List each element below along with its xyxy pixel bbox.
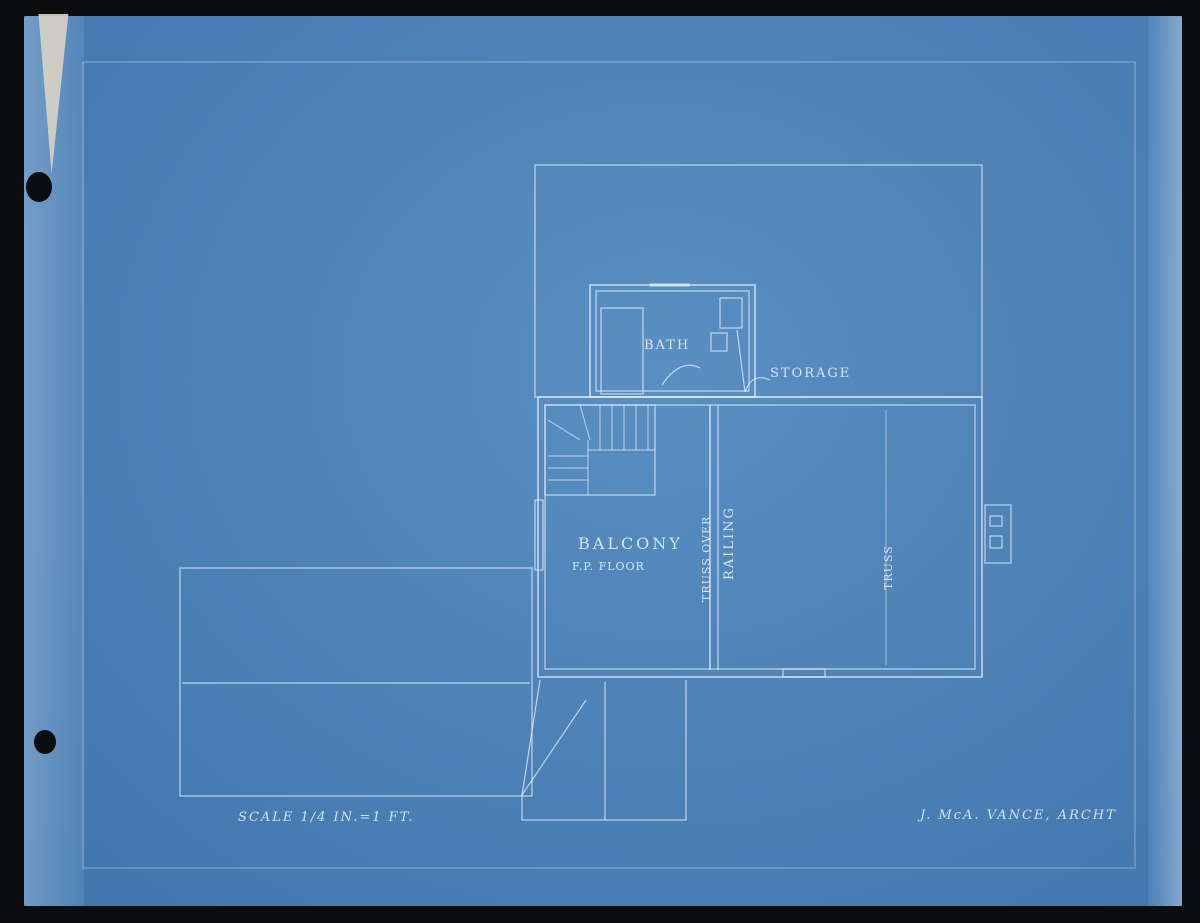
roof-outline-upper: [535, 165, 982, 397]
roof-outline-left-wing: [180, 568, 532, 796]
bathtub: [601, 308, 643, 394]
sheet-border: [83, 62, 1135, 868]
railing-label: RAILING: [722, 506, 737, 580]
truss-label: TRUSS: [882, 545, 895, 590]
bath-sink: [720, 298, 742, 328]
left-window: [535, 500, 543, 570]
balcony-label: BALCONY: [578, 534, 683, 553]
bath-wall-segment: [737, 330, 745, 392]
storage-label: STORAGE: [770, 366, 852, 381]
chimney-flue: [990, 516, 1002, 526]
bath-label: BATH: [644, 338, 691, 353]
architect-signature: J. McA. VANCE, ARCHT: [920, 808, 1117, 823]
chimney-flue: [990, 536, 1002, 548]
chimney: [985, 505, 1011, 563]
floor-note-label: F.P. FLOOR: [572, 560, 645, 573]
bath-toilet: [711, 333, 727, 351]
bottom-window: [783, 669, 825, 677]
stair-treads: [548, 405, 655, 495]
bath-door-swing: [662, 365, 700, 385]
scale-note: SCALE 1/4 IN.=1 FT.: [238, 810, 415, 825]
porch-outline: [522, 680, 686, 820]
truss-over-label: TRUSS OVER: [700, 515, 713, 602]
